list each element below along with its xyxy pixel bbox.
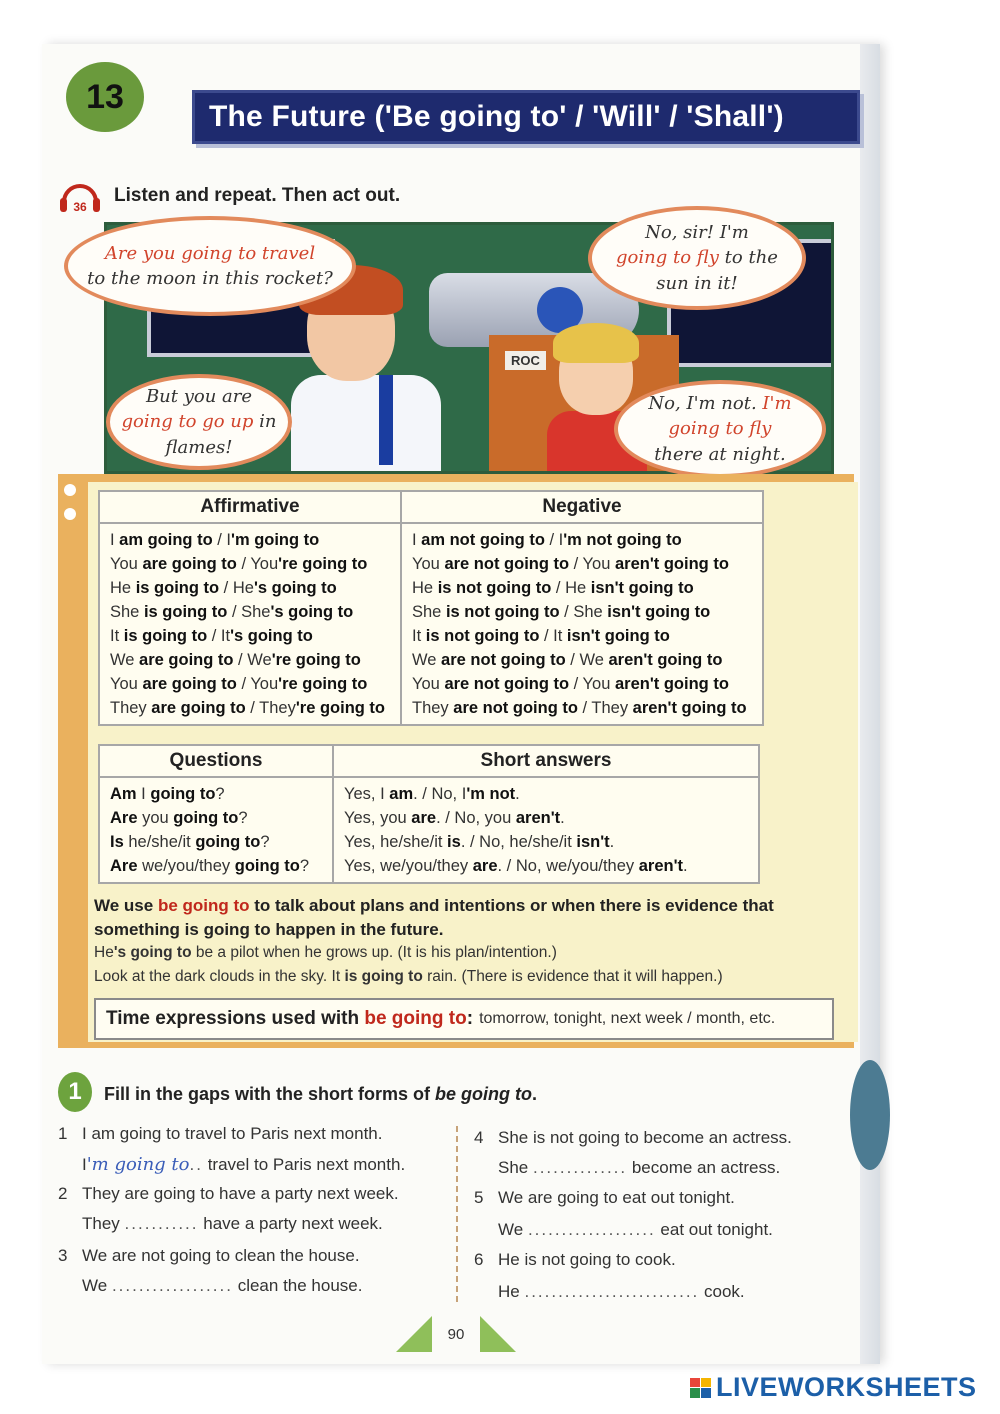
question-row: Am I going to? <box>110 785 225 803</box>
liveworksheets-grid-icon <box>690 1378 710 1398</box>
liveworksheets-logo[interactable] <box>690 1372 977 1403</box>
short-answer-row: Yes, you are. / No, you aren't. <box>344 809 565 827</box>
answer-input[interactable]: 'm going to <box>86 1154 190 1175</box>
affirmative-row: You are going to / You're going to <box>110 555 368 573</box>
bullet-dot <box>64 508 76 520</box>
answer-input[interactable]: ................... <box>527 1220 656 1239</box>
short-answer-row: Yes, he/she/it is. / No, he/she/it isn't. <box>344 833 615 851</box>
bullet-dot <box>64 484 76 496</box>
affirmative-header: Affirmative <box>99 491 401 523</box>
affirmative-row: I am going to / I'm going to <box>110 531 320 549</box>
short-answer-row: Yes, I am. / No, I'm not. <box>344 785 520 803</box>
exercise-instruction: Fill in the gaps with the short forms of be going to. <box>104 1084 538 1104</box>
affirmative-row: They are going to / They're going to <box>110 699 386 717</box>
answer-input[interactable]: ........... <box>124 1214 199 1233</box>
usage-explanation: We use be going to to talk about plans and intentions or when there is evidence that something is going to happen in the future. <box>94 896 774 939</box>
affirmative-row: She is going to / She's going to <box>110 603 354 621</box>
exercise-item-answer-line: We .................. clean the house. <box>82 1276 363 1295</box>
affirmative-row: He is going to / He's going to <box>110 579 337 597</box>
exercise-item-answer-line: She .............. become an actress. <box>498 1158 781 1177</box>
time-expressions-box <box>94 998 834 1040</box>
short-answers-column <box>333 777 759 883</box>
negative-row: They are not going to / They aren't going to <box>412 699 747 717</box>
teacher-figure <box>291 375 441 474</box>
usage-example-1: He's going to be a pilot when he grows up. (It is his plan/intention.) <box>94 944 557 961</box>
unit-title-bar <box>192 90 860 144</box>
listen-text: Listen and repeat. Then act out. <box>114 185 401 206</box>
unit-number-badge <box>66 62 144 132</box>
affirmative-negative-table <box>98 490 764 726</box>
track-number: 36 <box>73 200 87 214</box>
negative-row: You are not going to / You aren't going to <box>412 675 729 693</box>
answer-input[interactable]: .................. <box>111 1276 233 1295</box>
negative-row: It is not going to / It isn't going to <box>412 627 670 645</box>
boy-hair <box>553 323 639 363</box>
column-divider <box>456 1126 458 1302</box>
speech-bubble-boy-1: No, sir! I'm going to fly to the sun in it! <box>588 206 806 310</box>
page-corner-left-icon <box>396 1316 432 1352</box>
negative-header: Negative <box>401 491 763 523</box>
exercise-item-sentence: 3 We are not going to clean the house. <box>58 1246 360 1265</box>
exercise-item-sentence: 5 We are going to eat out tonight. <box>474 1188 735 1207</box>
exercise-item-answer-line: They ........... have a party next week. <box>82 1214 383 1233</box>
page-corner-right-icon <box>480 1316 516 1352</box>
short-answer-row: Yes, we/you/they are. / No, we/you/they aren't. <box>344 857 688 875</box>
unit-title: The Future ('Be going to' / 'Will' / 'Shall') <box>209 100 784 133</box>
negative-row: We are not going to / We aren't going to <box>412 651 723 669</box>
page-number-decoration <box>396 1316 516 1356</box>
brand-name: LIVEWORKSHEETS <box>716 1372 977 1402</box>
time-expressions-list: tomorrow, tonight, next week / month, etc. <box>479 1010 776 1027</box>
negative-row: He is not going to / He isn't going to <box>412 579 694 597</box>
negative-row: You are not going to / You aren't going to <box>412 555 729 573</box>
negative-column <box>401 523 763 725</box>
tie <box>379 375 393 465</box>
exercise-item-answer-line: We ................... eat out tonight. <box>498 1220 773 1239</box>
exercise-item-answer-line: I'm going to.. travel to Paris next month. <box>82 1154 406 1175</box>
affirmative-row: You are going to / You're going to <box>110 675 368 693</box>
answer-input[interactable]: .......................... <box>524 1282 700 1301</box>
question-row: Is he/she/it going to? <box>110 833 270 851</box>
negative-row: She is not going to / She isn't going to <box>412 603 711 621</box>
affirmative-row: It is going to / It's going to <box>110 627 313 645</box>
exercise-item-sentence: 6 He is not going to cook. <box>474 1250 676 1269</box>
exercise-item-sentence: 4 She is not going to become an actress. <box>474 1128 792 1147</box>
page-number: 90 <box>447 1326 465 1343</box>
exercise-item-sentence: 1 I am going to travel to Paris next month. <box>58 1124 383 1143</box>
questions-header: Questions <box>99 745 333 777</box>
speech-bubble-teacher-1: Are you going to travel to the moon in this rocket? <box>64 216 356 316</box>
page-tab-decoration <box>850 1060 890 1170</box>
usage-example-2: Look at the dark clouds in the sky. It is going to rain. (There is evidence that it will happen.) <box>94 968 723 985</box>
answer-input[interactable]: .............. <box>532 1158 628 1177</box>
listen-instruction <box>58 176 400 216</box>
affirmative-column <box>99 523 401 725</box>
exercise-number: 1 <box>58 1072 92 1112</box>
questions-column <box>99 777 333 883</box>
short-answers-header: Short answers <box>333 745 759 777</box>
speech-bubble-boy-2: No, I'm not. I'm going to fly there at night. <box>614 380 826 478</box>
question-row: Are you going to? <box>110 809 248 827</box>
time-expressions-label: Time expressions used with be going to: <box>106 1008 474 1029</box>
headphones-icon[interactable] <box>58 176 102 216</box>
negative-row: I am not going to / I'm not going to <box>412 531 682 549</box>
unit-number: 13 <box>86 77 124 116</box>
speech-bubble-teacher-2: But you are going to go up in flames! <box>106 374 292 470</box>
exercise-item-sentence: 2 They are going to have a party next week. <box>58 1184 399 1203</box>
questions-answers-table <box>98 744 760 884</box>
box-label: ROC <box>505 351 546 370</box>
exercise-item-answer-line: He .......................... cook. <box>498 1282 745 1301</box>
affirmative-row: We are going to / We're going to <box>110 651 361 669</box>
question-row: Are we/you/they going to? <box>110 857 309 875</box>
